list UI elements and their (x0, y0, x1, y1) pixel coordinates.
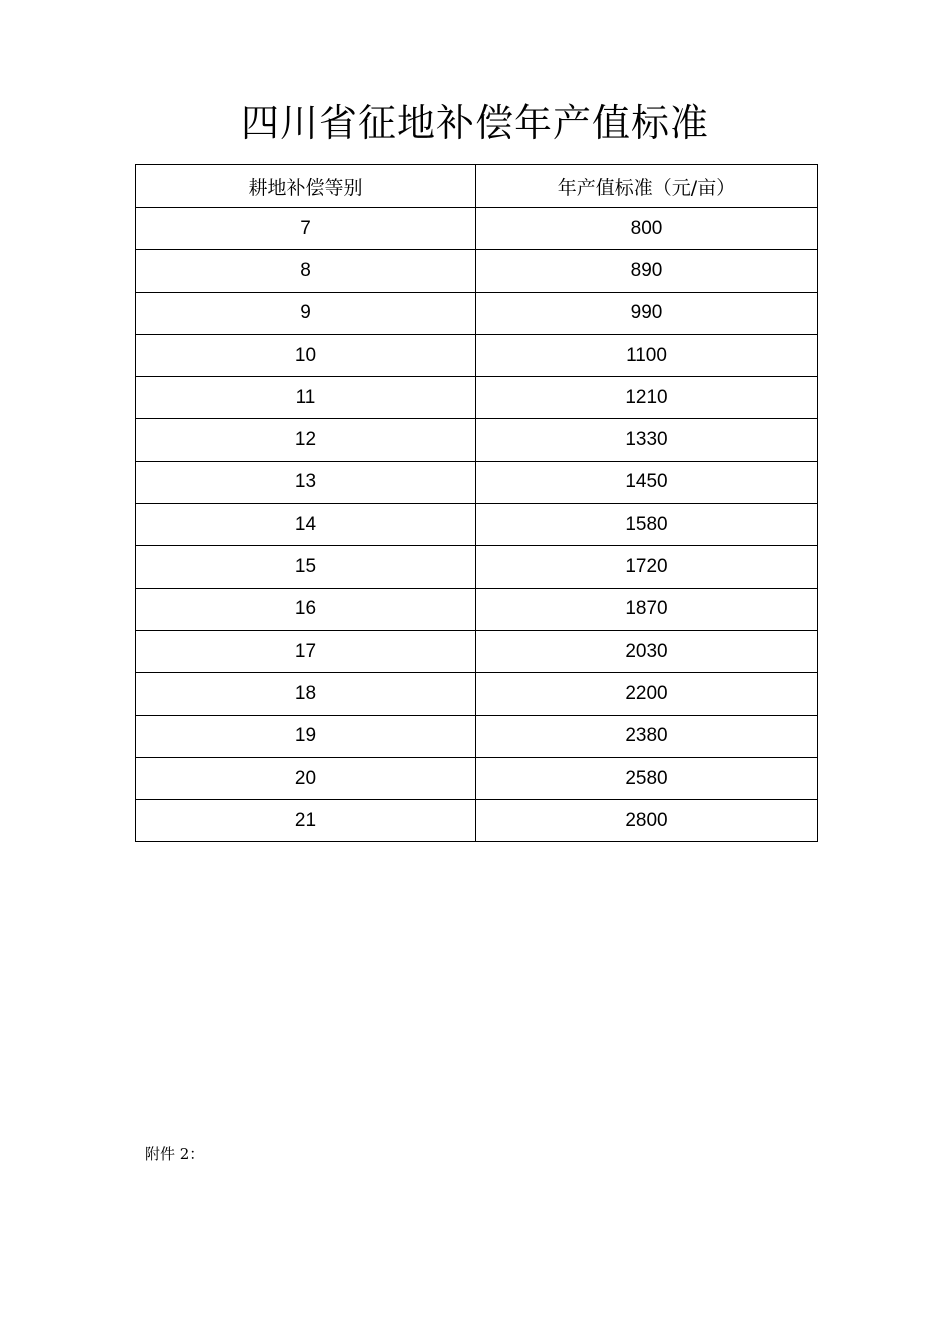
table-row (136, 461, 818, 503)
annual-value-cell: 1210 (476, 377, 818, 419)
annual-value-cell: 990 (476, 292, 818, 334)
grade-cell: 14 (136, 504, 476, 546)
column-header-annual-value: 年产值标准（元/亩） (476, 165, 818, 208)
table-header-row (136, 165, 818, 208)
grade-cell: 15 (136, 546, 476, 588)
annual-value-cell: 800 (476, 208, 818, 250)
annual-value-cell: 1720 (476, 546, 818, 588)
grade-cell: 21 (136, 800, 476, 842)
column-header-grade: 耕地补偿等别 (136, 165, 476, 208)
compensation-standards-table (135, 164, 818, 842)
table-row (136, 546, 818, 588)
grade-cell: 18 (136, 673, 476, 715)
annual-value-cell: 2200 (476, 673, 818, 715)
grade-cell: 19 (136, 715, 476, 757)
table-row (136, 504, 818, 546)
table-row (136, 292, 818, 334)
table-row (136, 208, 818, 250)
page-title: 四川省征地补偿年产值标准 (240, 101, 709, 145)
table-row (136, 377, 818, 419)
grade-cell: 11 (136, 377, 476, 419)
table-row (136, 715, 818, 757)
grade-cell: 17 (136, 630, 476, 672)
grade-cell: 16 (136, 588, 476, 630)
table-row (136, 419, 818, 461)
annual-value-cell: 1580 (476, 504, 818, 546)
annual-value-cell: 2030 (476, 630, 818, 672)
table-row (136, 673, 818, 715)
table-row (136, 630, 818, 672)
grade-cell: 7 (136, 208, 476, 250)
table-row (136, 334, 818, 376)
grade-cell: 20 (136, 757, 476, 799)
table-row (136, 250, 818, 292)
grade-cell: 8 (136, 250, 476, 292)
annual-value-cell: 2380 (476, 715, 818, 757)
annual-value-cell: 1450 (476, 461, 818, 503)
annual-value-cell: 890 (476, 250, 818, 292)
attachment-label: 附件 2： (145, 1145, 205, 1163)
grade-cell: 13 (136, 461, 476, 503)
annual-value-cell: 2800 (476, 800, 818, 842)
annual-value-cell: 1330 (476, 419, 818, 461)
table-row (136, 588, 818, 630)
grade-cell: 12 (136, 419, 476, 461)
table-row (136, 757, 818, 799)
grade-cell: 9 (136, 292, 476, 334)
table-body (136, 208, 818, 842)
annual-value-cell: 1100 (476, 334, 818, 376)
table-row (136, 800, 818, 842)
grade-cell: 10 (136, 334, 476, 376)
annual-value-cell: 1870 (476, 588, 818, 630)
annual-value-cell: 2580 (476, 757, 818, 799)
